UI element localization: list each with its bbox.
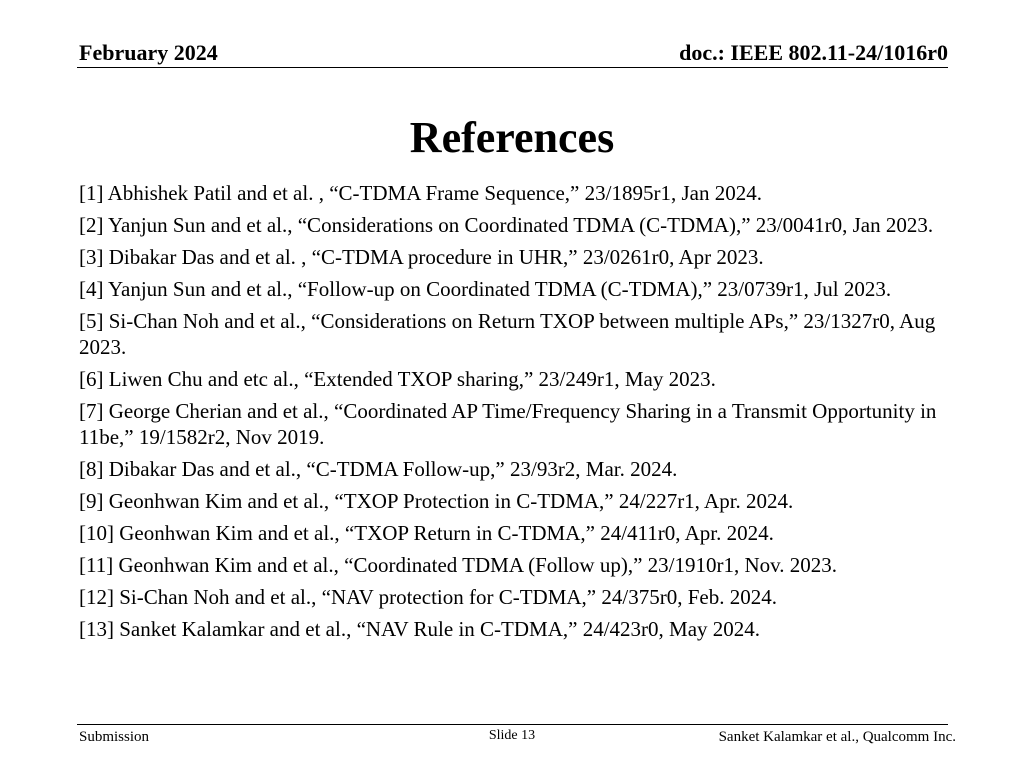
header-date: February 2024 [79,40,218,65]
reference-item: [9] Geonhwan Kim and et al., “TXOP Protection in C-TDMA,” 24/227r1, Apr. 2024. [79,489,794,513]
slide-number: Slide 13 [488,728,536,743]
reference-item: [6] Liwen Chu and etc al., “Extended TXOP sharing,” 23/249r1, May 2023. [79,367,716,391]
footer-submission: Submission [79,729,150,745]
reference-item: [10] Geonhwan Kim and et al., “TXOP Return in C-TDMA,” 24/411r0, Apr. 2024. [79,521,774,545]
reference-item: [7] George Cherian and et al., “Coordinated AP Time/Frequency Sharing in a Transmit Opportunity in 11be,” 19/1582r2, Nov 2019. [79,399,937,449]
reference-item: [2] Yanjun Sun and et al., “Considerations on Coordinated TDMA (C-TDMA),” 23/0041r0, Jan 2023. [79,213,934,237]
reference-item: [4] Yanjun Sun and et al., “Follow-up on Coordinated TDMA (C-TDMA),” 23/0739r1, Jul 2023. [79,277,892,301]
reference-item: [13] Sanket Kalamkar and et al., “NAV Rule in C-TDMA,” 24/423r0, May 2024. [79,617,761,641]
reference-item: [11] Geonhwan Kim and et al., “Coordinated TDMA (Follow up),” 23/1910r1, Nov. 2023. [79,553,838,577]
reference-item: [1] Abhishek Patil and et al. , “C-TDMA Frame Sequence,” 23/1895r1, Jan 2024. [79,181,762,205]
footer-divider [77,724,948,725]
header-doc-id: doc.: IEEE 802.11-24/1016r0 [679,40,948,65]
reference-item: [5] Si-Chan Noh and et al., “Considerations on Return TXOP between multiple APs,” 23/1327r0, Aug 2023. [79,309,936,359]
reference-list [79,180,959,648]
header-divider [77,67,948,68]
footer-author: Sanket Kalamkar et al., Qualcomm Inc. [718,729,956,745]
reference-item: [3] Dibakar Das and et al. , “C-TDMA procedure in UHR,” 23/0261r0, Apr 2023. [79,245,764,269]
reference-item: [12] Si-Chan Noh and et al., “NAV protection for C-TDMA,” 24/375r0, Feb. 2024. [79,585,777,609]
slide-title: References [409,113,615,162]
reference-item: [8] Dibakar Das and et al., “C-TDMA Follow-up,” 23/93r2, Mar. 2024. [79,457,678,481]
